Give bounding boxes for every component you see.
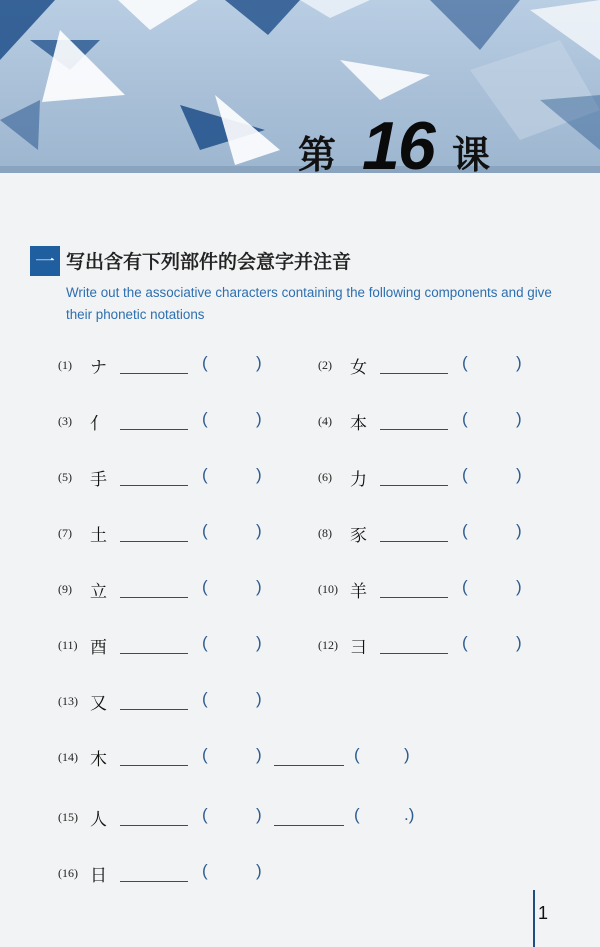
lesson-number: 16 [362, 108, 434, 173]
exercise-number: (12) [318, 638, 338, 652]
page-number-rule [533, 890, 535, 947]
exercise-item [58, 633, 318, 659]
component-character: 力 [350, 470, 367, 490]
exercise-item [318, 521, 578, 547]
pinyin-paren-open: ( [202, 633, 208, 652]
answer-blank[interactable] [120, 881, 188, 882]
component-character: 人 [90, 810, 107, 830]
pinyin-paren-close: ) [256, 861, 262, 880]
extra-paren-open: ( [354, 805, 360, 824]
exercise-item [318, 633, 578, 659]
answer-blank-extra[interactable] [274, 765, 344, 766]
exercise-number: (5) [58, 470, 72, 484]
answer-blank[interactable] [380, 373, 448, 374]
exercise-number: (10) [318, 582, 338, 596]
answer-blank[interactable] [120, 541, 188, 542]
pinyin-paren-close: ) [516, 353, 522, 372]
exercise-number: (15) [58, 810, 78, 824]
exercise-number: (4) [318, 414, 332, 428]
exercise-item [58, 861, 318, 887]
pinyin-paren-close: ) [256, 689, 262, 708]
section-badge: 一 [30, 246, 60, 276]
pinyin-paren-close: ) [256, 353, 262, 372]
answer-blank-extra[interactable] [274, 825, 344, 826]
pinyin-paren-close: ) [516, 409, 522, 428]
exercise-item [58, 689, 318, 715]
exercise-item [58, 465, 318, 491]
pinyin-paren-open: ( [462, 521, 468, 540]
pinyin-paren-open: ( [462, 409, 468, 428]
exercise-number: (6) [318, 470, 332, 484]
pinyin-paren-open: ( [462, 633, 468, 652]
pinyin-paren-close: ) [516, 521, 522, 540]
exercise-item [318, 465, 578, 491]
answer-blank[interactable] [120, 373, 188, 374]
pinyin-paren-close: ) [256, 805, 262, 824]
exercise-number: (16) [58, 866, 78, 880]
component-character: 亻 [90, 414, 107, 434]
exercise-number: (11) [58, 638, 78, 652]
exercise-number: (14) [58, 750, 78, 764]
answer-blank[interactable] [120, 825, 188, 826]
pinyin-paren-open: ( [462, 577, 468, 596]
exercise-number: (13) [58, 694, 78, 708]
pinyin-paren-close: ) [256, 409, 262, 428]
pinyin-paren-open: ( [202, 465, 208, 484]
exercise-number: (7) [58, 526, 72, 540]
exercise-item [58, 409, 318, 435]
extra-paren-open: ( [354, 745, 360, 764]
exercise-item [58, 805, 438, 831]
pinyin-paren-close: ) [256, 521, 262, 540]
component-character: 女 [350, 358, 367, 378]
exercise-number: (2) [318, 358, 332, 372]
answer-blank[interactable] [380, 541, 448, 542]
section-title-english: Write out the associative characters containing the following components and give their phonetic notations [66, 285, 552, 322]
component-character: 日 [90, 866, 107, 886]
exercise-item [58, 577, 318, 603]
component-character: 彐 [350, 638, 367, 658]
lesson-suffix: 课 [452, 132, 491, 173]
pinyin-paren-close: ) [256, 745, 262, 764]
exercise-item [318, 409, 578, 435]
lesson-header [0, 0, 600, 173]
component-character: 酉 [90, 638, 107, 658]
extra-paren-close: .) [404, 805, 415, 824]
exercise-item [318, 577, 578, 603]
extra-paren-close: ) [404, 745, 410, 764]
answer-blank[interactable] [120, 429, 188, 430]
answer-blank[interactable] [380, 485, 448, 486]
pinyin-paren-close: ) [516, 577, 522, 596]
pinyin-paren-open: ( [202, 353, 208, 372]
pinyin-paren-open: ( [202, 861, 208, 880]
exercise-number: (9) [58, 582, 72, 596]
answer-blank[interactable] [120, 597, 188, 598]
pinyin-paren-close: ) [516, 633, 522, 652]
component-character: ナ [90, 358, 107, 378]
pinyin-paren-close: ) [256, 633, 262, 652]
component-character: 木 [90, 750, 107, 770]
component-character: 羊 [350, 582, 367, 602]
section-title-chinese: 写出含有下列部件的会意字并注音 [66, 251, 352, 273]
exercise-item [58, 353, 318, 379]
component-character: 本 [350, 414, 367, 434]
pinyin-paren-open: ( [202, 577, 208, 596]
exercise-item [58, 521, 318, 547]
pinyin-paren-open: ( [202, 805, 208, 824]
pinyin-paren-open: ( [202, 521, 208, 540]
pinyin-paren-open: ( [462, 465, 468, 484]
lesson-prefix: 第 [298, 132, 337, 173]
answer-blank[interactable] [120, 709, 188, 710]
answer-blank[interactable] [120, 485, 188, 486]
exercise-number: (3) [58, 414, 72, 428]
answer-blank[interactable] [380, 597, 448, 598]
component-character: 豕 [350, 526, 367, 546]
pinyin-paren-open: ( [202, 409, 208, 428]
answer-blank[interactable] [120, 653, 188, 654]
pinyin-paren-close: ) [256, 577, 262, 596]
component-character: 又 [90, 694, 107, 714]
component-character: 立 [90, 582, 107, 602]
answer-blank[interactable] [380, 653, 448, 654]
answer-blank[interactable] [380, 429, 448, 430]
pinyin-paren-close: ) [256, 465, 262, 484]
page-number: 1 [538, 903, 549, 923]
pinyin-paren-open: ( [202, 689, 208, 708]
exercise-number: (1) [58, 358, 72, 372]
answer-blank[interactable] [120, 765, 188, 766]
pinyin-paren-close: ) [516, 465, 522, 484]
exercise-number: (8) [318, 526, 332, 540]
pinyin-paren-open: ( [202, 745, 208, 764]
exercise-item [318, 353, 578, 379]
component-character: 手 [90, 470, 107, 490]
exercise-item [58, 745, 438, 771]
pinyin-paren-open: ( [462, 353, 468, 372]
component-character: 土 [90, 526, 107, 546]
